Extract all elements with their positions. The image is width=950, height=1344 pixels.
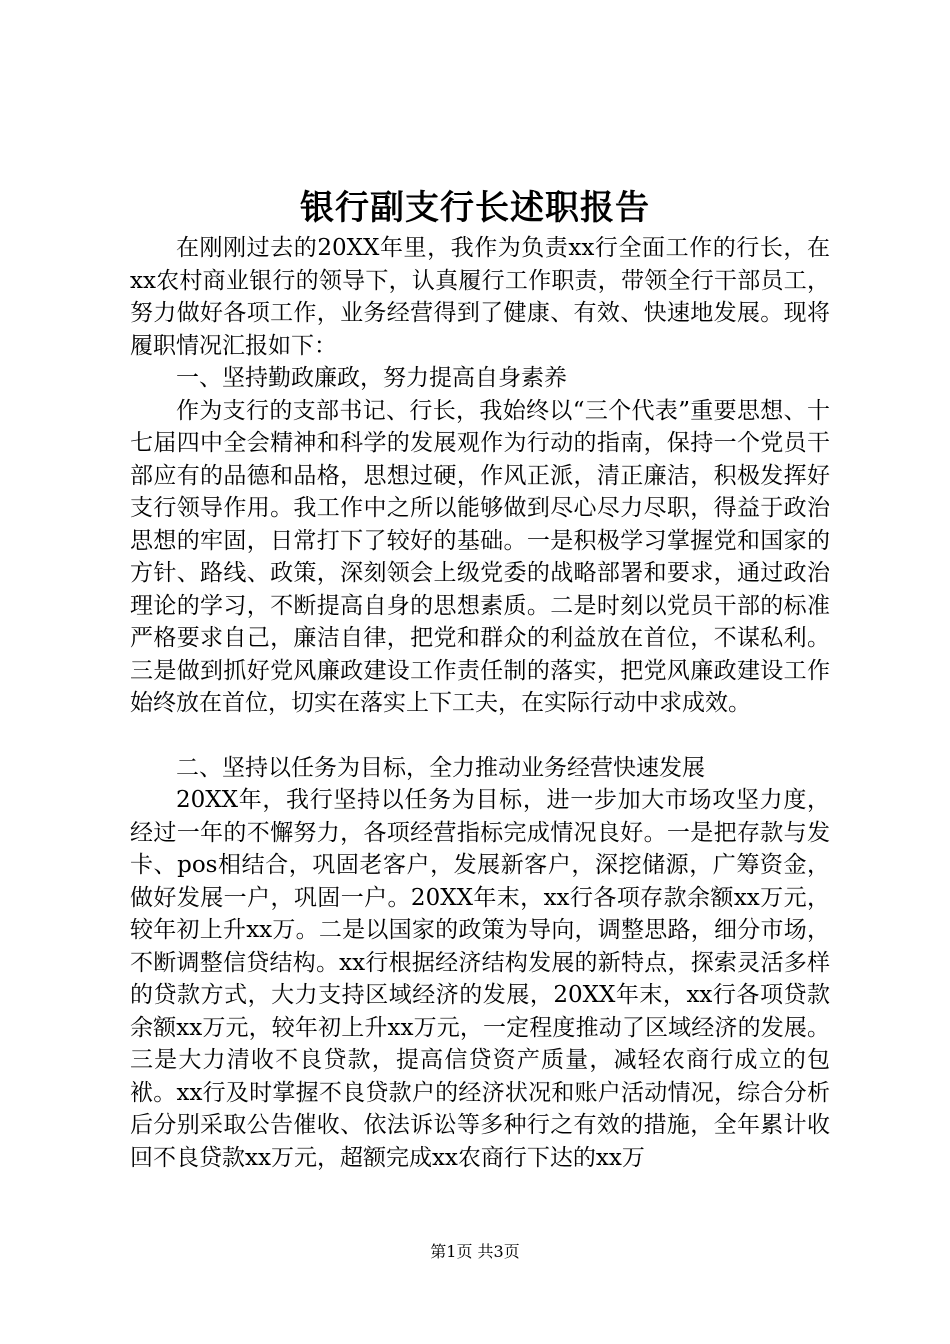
- section-heading-2: 二、坚持以任务为目标，全力推动业务经营快速发展: [176, 754, 705, 781]
- page-footer: 第1页 共3页: [430, 1242, 520, 1261]
- section-2-paragraph: 20XX年，我行坚持以任务为目标，进一步加大市场攻坚力度，经过一年的不懈努力，各项经营指标完成情况良好。一是把存款与发卡、pos相结合，巩固老客户，发展新客户，深挖储源，广筹资金，做好发展一户，巩固一户。20XX年末，xx行各项存款余额xx万元，较年初上升xx万。二是以国家的政策为导向，调整思路，细分市场，不断调整信贷结构。xx行根据经济结构发展的新特点，探索灵活多样的贷款方式，大力支持区域经济的发展，20XX年末，xx行各项贷款余额xx万元，较年初上升xx万元，一定程度推动了区域经济的发展。三是大力清收不良贷款，提高信贷资产质量，减轻农商行成立的包袱。xx行及时掌握不良贷款户的经济状况和账户活动情况，综合分析后分别采取公告催收、依法诉讼等多种行之有效的措施，全年累计收回不良贷款xx万元，超额完成xx农商行下达的xx万: [130, 787, 830, 1171]
- intro-paragraph: 在刚刚过去的20XX年里，我作为负责xx行全面工作的行长，在xx农村商业银行的领导下，认真履行工作职责，带领全行干部员工，努力做好各项工作，业务经营得到了健康、有效、快速地发展。现将履职情况汇报如下：: [130, 235, 830, 359]
- document-title: 银行副支行长述职报告: [300, 188, 650, 228]
- document-body: [130, 232, 830, 1174]
- section-heading-1: 一、坚持勤政廉政，努力提高自身素养: [176, 365, 567, 391]
- section-1-paragraph: 作为支行的支部书记、行长，我始终以“三个代表”重要思想、十七届四中全会精神和科学的发展观作为行动的指南，保持一个党员干部应有的品德和品格，思想过硬，作风正派，清正廉洁，积极发挥好支行领导作用。我工作中之所以能够做到尽心尽力尽职，得益于政治思想的牢固，日常打下了较好的基础。一是积极学习掌握党和国家的方针、路线、政策，深刻领会上级党委的战略部署和要求，通过政治理论的学习，不断提高自身的思想素质。二是时刻以党员干部的标准严格要求自己，廉洁自律，把党和群众的利益放在首位，不谋私利。三是做到抓好党风廉政建设工作责任制的落实，把党风廉政建设工作始终放在首位，切实在落实上下工夫，在实际行动中求成效。: [130, 397, 830, 716]
